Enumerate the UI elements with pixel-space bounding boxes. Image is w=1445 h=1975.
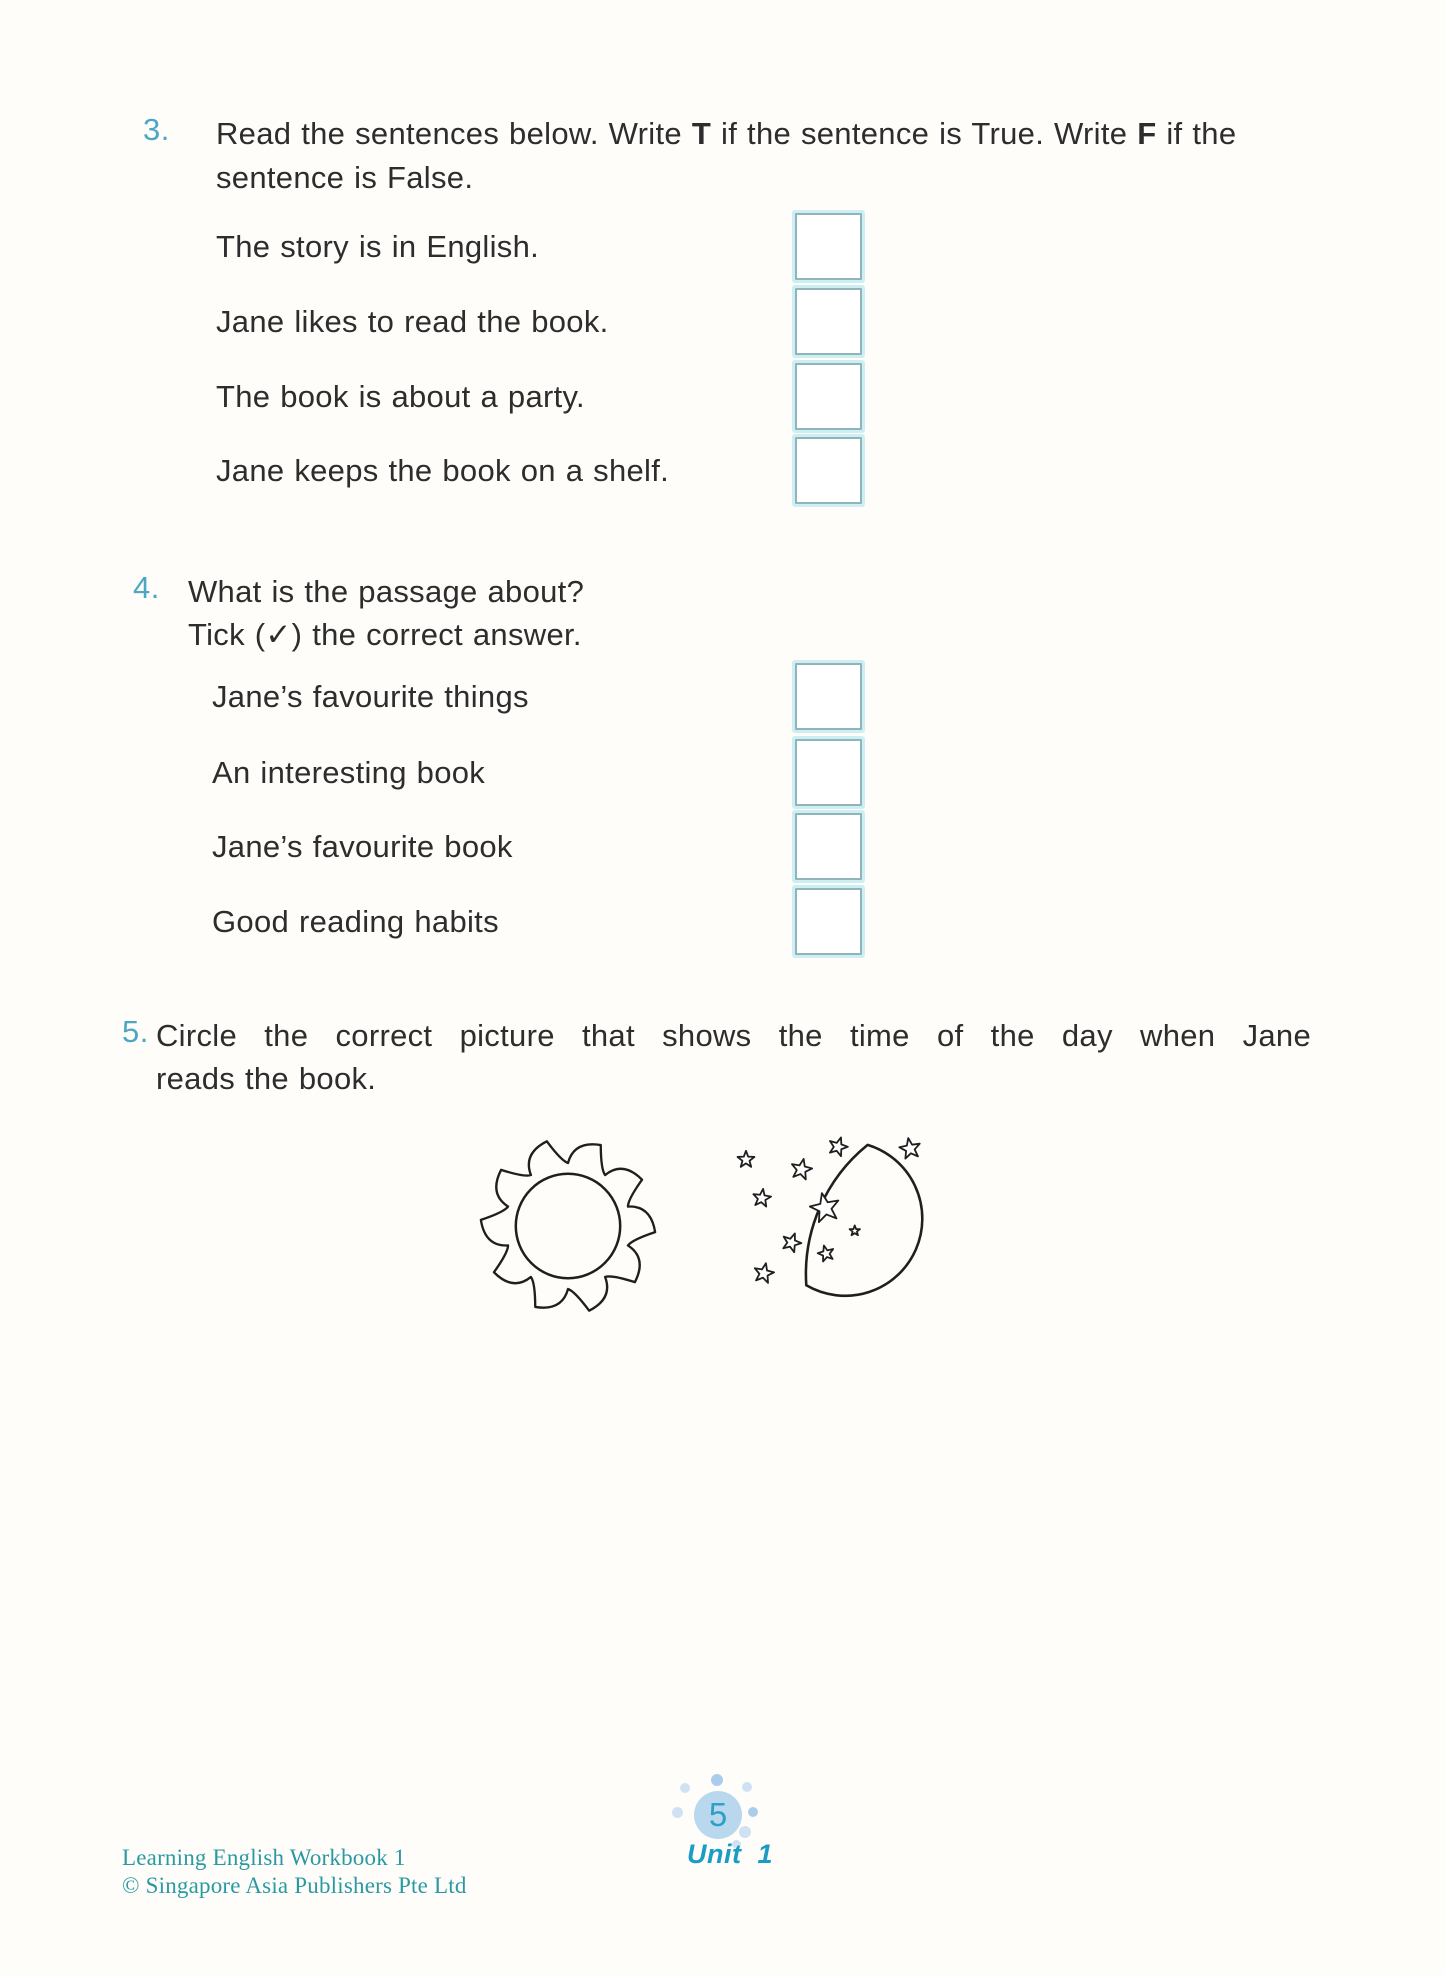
star-icon: [898, 1136, 922, 1159]
badge-dot-icon: [672, 1807, 683, 1818]
credits-block: [122, 1844, 467, 1900]
question-3-prompt-line1: [216, 112, 1236, 156]
star-icon: [780, 1230, 804, 1253]
page-number: 5: [708, 1796, 728, 1833]
q3-answer-box-4[interactable]: [795, 437, 862, 504]
q3-answer-box-3[interactable]: [795, 363, 862, 430]
star-icon: [850, 1225, 860, 1235]
star-icon: [738, 1151, 755, 1167]
page-number-badge: [694, 1791, 742, 1839]
badge-dot-icon: [742, 1782, 752, 1792]
question-3-number: 3.: [143, 112, 170, 147]
q3-statement-3: The book is about a party.: [216, 378, 585, 414]
prompt-segment: Read the sentences below. Write: [216, 116, 692, 151]
q3-answer-box-2[interactable]: [795, 288, 862, 355]
question-5-number: 5.: [122, 1014, 149, 1049]
q3-statement-4: Jane keeps the book on a shelf.: [216, 452, 670, 488]
star-icon: [827, 1135, 850, 1158]
badge-dot-icon: [748, 1807, 758, 1817]
moon-stars-icon: [733, 1132, 933, 1310]
sun-icon: [478, 1130, 658, 1322]
badge-dot-icon: [680, 1783, 690, 1793]
prompt-bold-F: F: [1137, 116, 1157, 151]
unit-label: [655, 1839, 805, 1870]
q4-tick-box-3[interactable]: [795, 813, 862, 880]
question-4-prompt-line2: Tick (✓) the correct answer.: [188, 617, 582, 652]
star-icon: [816, 1243, 835, 1262]
q3-statement-2: Jane likes to read the book.: [216, 303, 609, 339]
book-title: Learning English Workbook 1: [122, 1845, 406, 1870]
prompt-segment: if the: [1156, 116, 1237, 151]
question-4-number: 4.: [133, 570, 160, 605]
star-icon: [789, 1157, 813, 1181]
q4-option-3: Jane’s favourite book: [212, 828, 513, 864]
q4-tick-box-1[interactable]: [795, 663, 862, 730]
prompt-bold-T: T: [691, 116, 712, 151]
sun-drawing[interactable]: [478, 1130, 658, 1322]
moon-and-stars-drawing[interactable]: [733, 1132, 933, 1310]
question-4-prompt-line1: What is the passage about?: [188, 574, 585, 609]
sun-face-circle: [516, 1174, 620, 1278]
q4-option-4: Good reading habits: [212, 903, 499, 939]
unit-number: 1: [757, 1839, 773, 1869]
badge-dot-icon: [739, 1826, 751, 1838]
crescent-moon: [806, 1145, 922, 1296]
sun-rays: [481, 1141, 655, 1310]
star-icon: [752, 1188, 772, 1207]
badge-dot-icon: [711, 1774, 723, 1786]
question-5-prompt-line1: Circle the correct picture that shows the time of the day when Jane: [156, 1018, 1311, 1053]
q4-tick-box-2[interactable]: [795, 739, 862, 806]
q3-answer-box-1[interactable]: [795, 213, 862, 280]
star-icon: [752, 1261, 775, 1283]
q4-option-2: An interesting book: [212, 754, 486, 790]
unit-word: Unit: [686, 1839, 742, 1869]
question-5-prompt-line2: reads the book.: [156, 1061, 377, 1096]
q4-tick-box-4[interactable]: [795, 888, 862, 955]
prompt-segment: if the sentence is True. Write: [711, 116, 1138, 151]
q4-option-1: Jane’s favourite things: [212, 678, 529, 714]
q3-statement-1: The story is in English.: [216, 228, 540, 264]
copyright-line: © Singapore Asia Publishers Pte Ltd: [122, 1873, 467, 1898]
question-3-prompt-line2: sentence is False.: [216, 160, 474, 195]
